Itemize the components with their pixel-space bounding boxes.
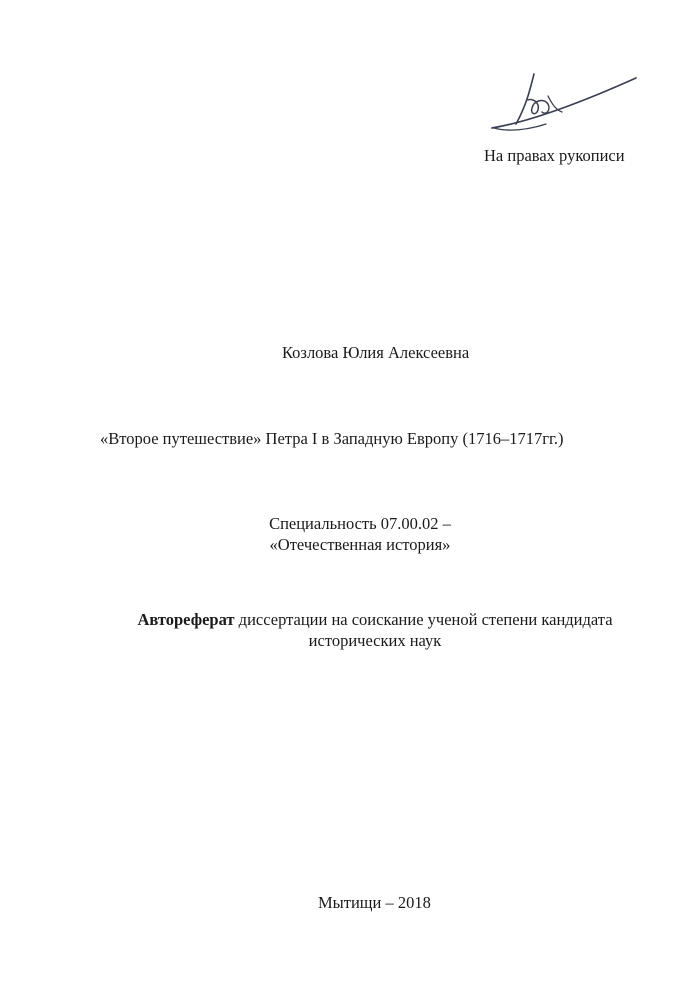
abstract-label: Автореферат [137, 610, 235, 629]
abstract-description: диссертации на соискание ученой степени кандидата [234, 610, 613, 629]
author-name: Козлова Юлия Алексеевна [282, 343, 470, 362]
specialty-name: «Отечественная история» [269, 535, 451, 554]
abstract-line-two: исторических наук [308, 631, 442, 650]
manuscript-rights-note: На правах рукописи [484, 146, 625, 165]
signature-icon [488, 62, 638, 147]
specialty-block [230, 513, 490, 555]
dissertation-title: «Второе путешествие» Петра I в Западную Европу (1716–1717гг.) [100, 429, 564, 448]
abstract-line-one [110, 609, 640, 630]
place-and-year: Мытищи – 2018 [318, 893, 431, 912]
abstract-statement [110, 609, 640, 651]
specialty-code: Специальность 07.00.02 – [269, 514, 451, 533]
